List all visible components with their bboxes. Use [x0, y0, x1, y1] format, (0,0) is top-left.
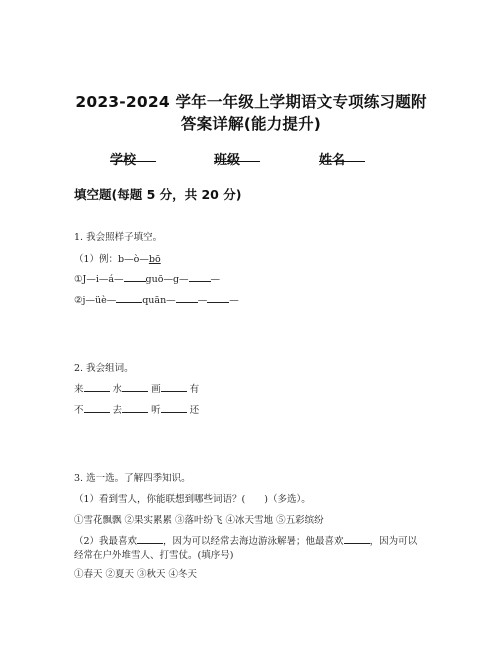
q2-blank[interactable]	[84, 403, 110, 413]
name-field[interactable]: 姓名	[319, 149, 365, 166]
q2-blank[interactable]	[161, 403, 187, 413]
q1-row2-blank[interactable]	[176, 293, 198, 303]
class-field[interactable]: 班级	[214, 149, 260, 166]
q1-row1-blank[interactable]	[189, 272, 211, 282]
q1-example: （1）例：b—ò—bō	[74, 254, 161, 265]
school-field[interactable]: 学校	[110, 149, 156, 166]
q1-row2: ②j—üè— quān— — —	[74, 295, 239, 306]
q3-blank[interactable]	[344, 534, 370, 544]
q2-row2: 不 去 听 还	[74, 405, 200, 416]
q1-row2-blank[interactable]	[207, 293, 229, 303]
section-heading: 填空题(每题 5 分，共 20 分)	[74, 187, 242, 202]
document-title-line1: 2023-2024 学年一年级上学期语文专项练习题附	[75, 93, 427, 111]
q1-row2-blank[interactable]	[116, 293, 142, 303]
q2-blank[interactable]	[84, 382, 110, 392]
q3-part2-question: （2）我最喜欢 ，因为可以经常去海边游泳解暑；他最喜欢 ，因为可以	[74, 536, 418, 547]
q2-blank[interactable]	[122, 382, 148, 392]
q3-blank[interactable]	[137, 534, 163, 544]
q2-stem: 2. 我会组词。	[74, 363, 134, 374]
q1-stem: 1. 我会照样子填空。	[74, 232, 163, 243]
q3-part2-options: ①春天 ②夏天 ③秋天 ④冬天	[74, 569, 198, 580]
q3-part1-options: ①雪花飘飘 ②果实累累 ③落叶纷飞 ④冰天雪地 ⑤五彩缤纷	[74, 515, 324, 526]
q2-blank[interactable]	[161, 382, 187, 392]
q3-stem: 3. 选一选。了解四季知识。	[74, 473, 191, 484]
q1-row1: ①J—i—á— guō—g— —	[74, 274, 221, 285]
q2-blank[interactable]	[122, 403, 148, 413]
q3-part1-question: （1）看到雪人，你能联想到哪些词语？( )（多选）。	[74, 494, 311, 505]
q3-part2-continuation: 经常在户外堆雪人、打雪仗。(填序号)	[74, 550, 234, 561]
document-title-line2: 答案详解(能力提升)	[180, 115, 322, 133]
q1-row1-blank[interactable]	[124, 272, 146, 282]
q2-row1: 来 水 画 有	[74, 384, 200, 395]
